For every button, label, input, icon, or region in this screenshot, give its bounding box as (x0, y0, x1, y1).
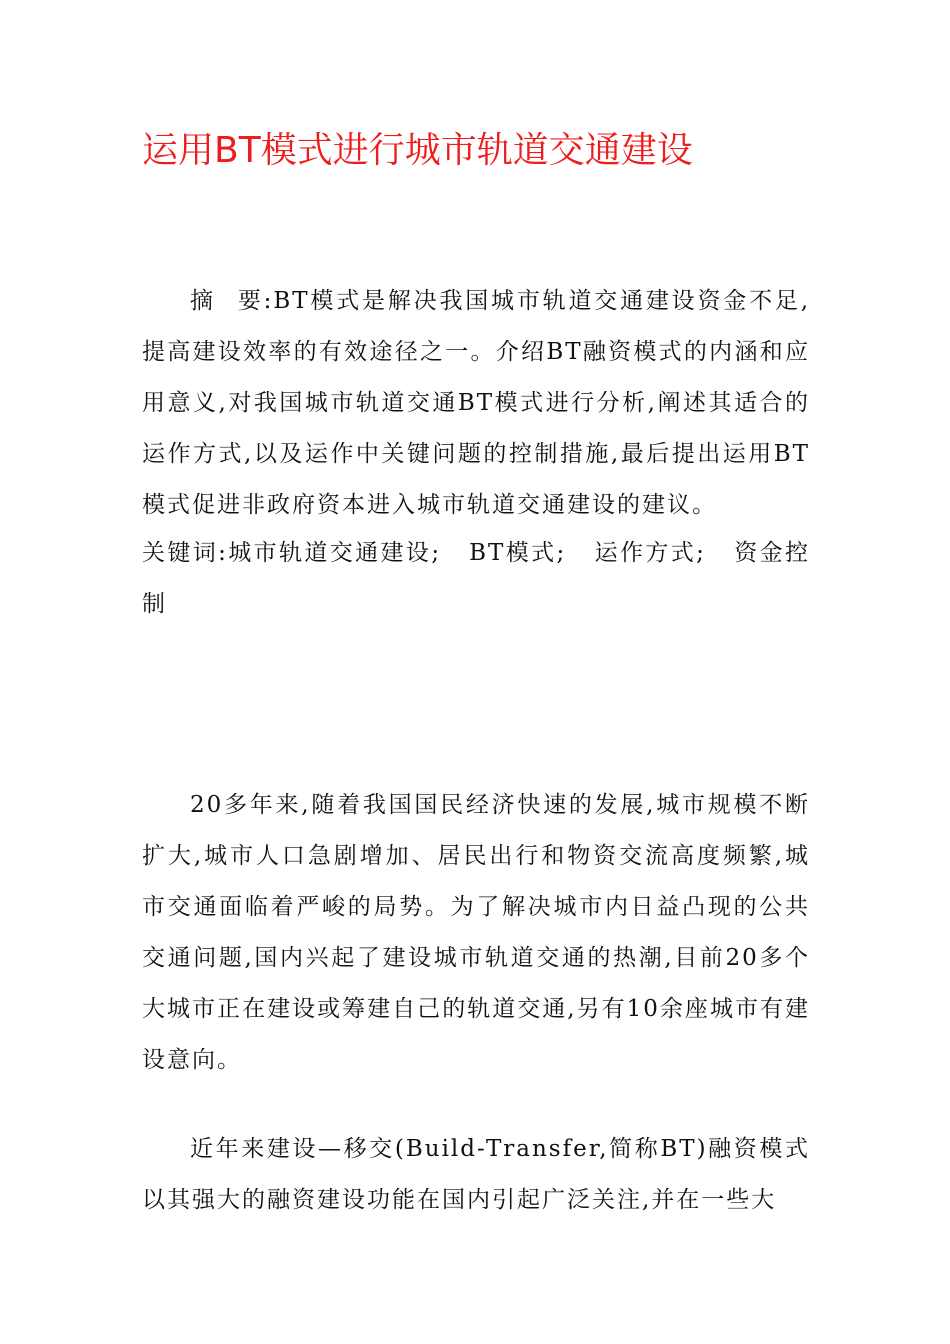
keywords-paragraph (142, 528, 810, 630)
keyword-item: 城市轨道交通建设; (227, 540, 442, 566)
abstract-label-char-1: 摘 (190, 288, 238, 314)
document-title: 运用BT模式进行城市轨道交通建设 (142, 130, 693, 171)
body-paragraph: 20多年来,随着我国国民经济快速的发展,城市规模不断扩大,城市人口急剧增加、居民出行和物资交流高度频繁,城市交通面临着严峻的局势。为了解决城市内日益凸现的公共交通问题,国内兴起了建设城市轨道交通的热潮,目前20多个大城市正在建设或筹建自己的轨道交通,另有10余座城市有建设意向。 (142, 792, 810, 1073)
abstract-text: BT模式是解决我国城市轨道交通建设资金不足,提高建设效率的有效途径之一。介绍BT融资模式的内涵和应用意义,对我国城市轨道交通BT模式进行分析,阐述其适合的运作方式,以及运作中关键问题的控制措施,最后提出运用BT模式促进非政府资本进入城市轨道交通建设的建议。 (142, 288, 811, 518)
keyword-item: 运作方式; (594, 540, 706, 566)
abstract-label-char-2: 要: (237, 288, 274, 314)
keywords-label: 关键词: (142, 540, 228, 566)
abstract-paragraph (142, 276, 810, 531)
abstract-label (190, 288, 273, 314)
keyword-item: 资金控制 (142, 540, 811, 617)
keyword-item: BT模式; (469, 540, 567, 566)
body-paragraph: 近年来建设—移交(Build-Transfer,简称BT)融资模式以其强大的融资建设功能在国内引起广泛关注,并在一些大 (142, 1136, 810, 1213)
